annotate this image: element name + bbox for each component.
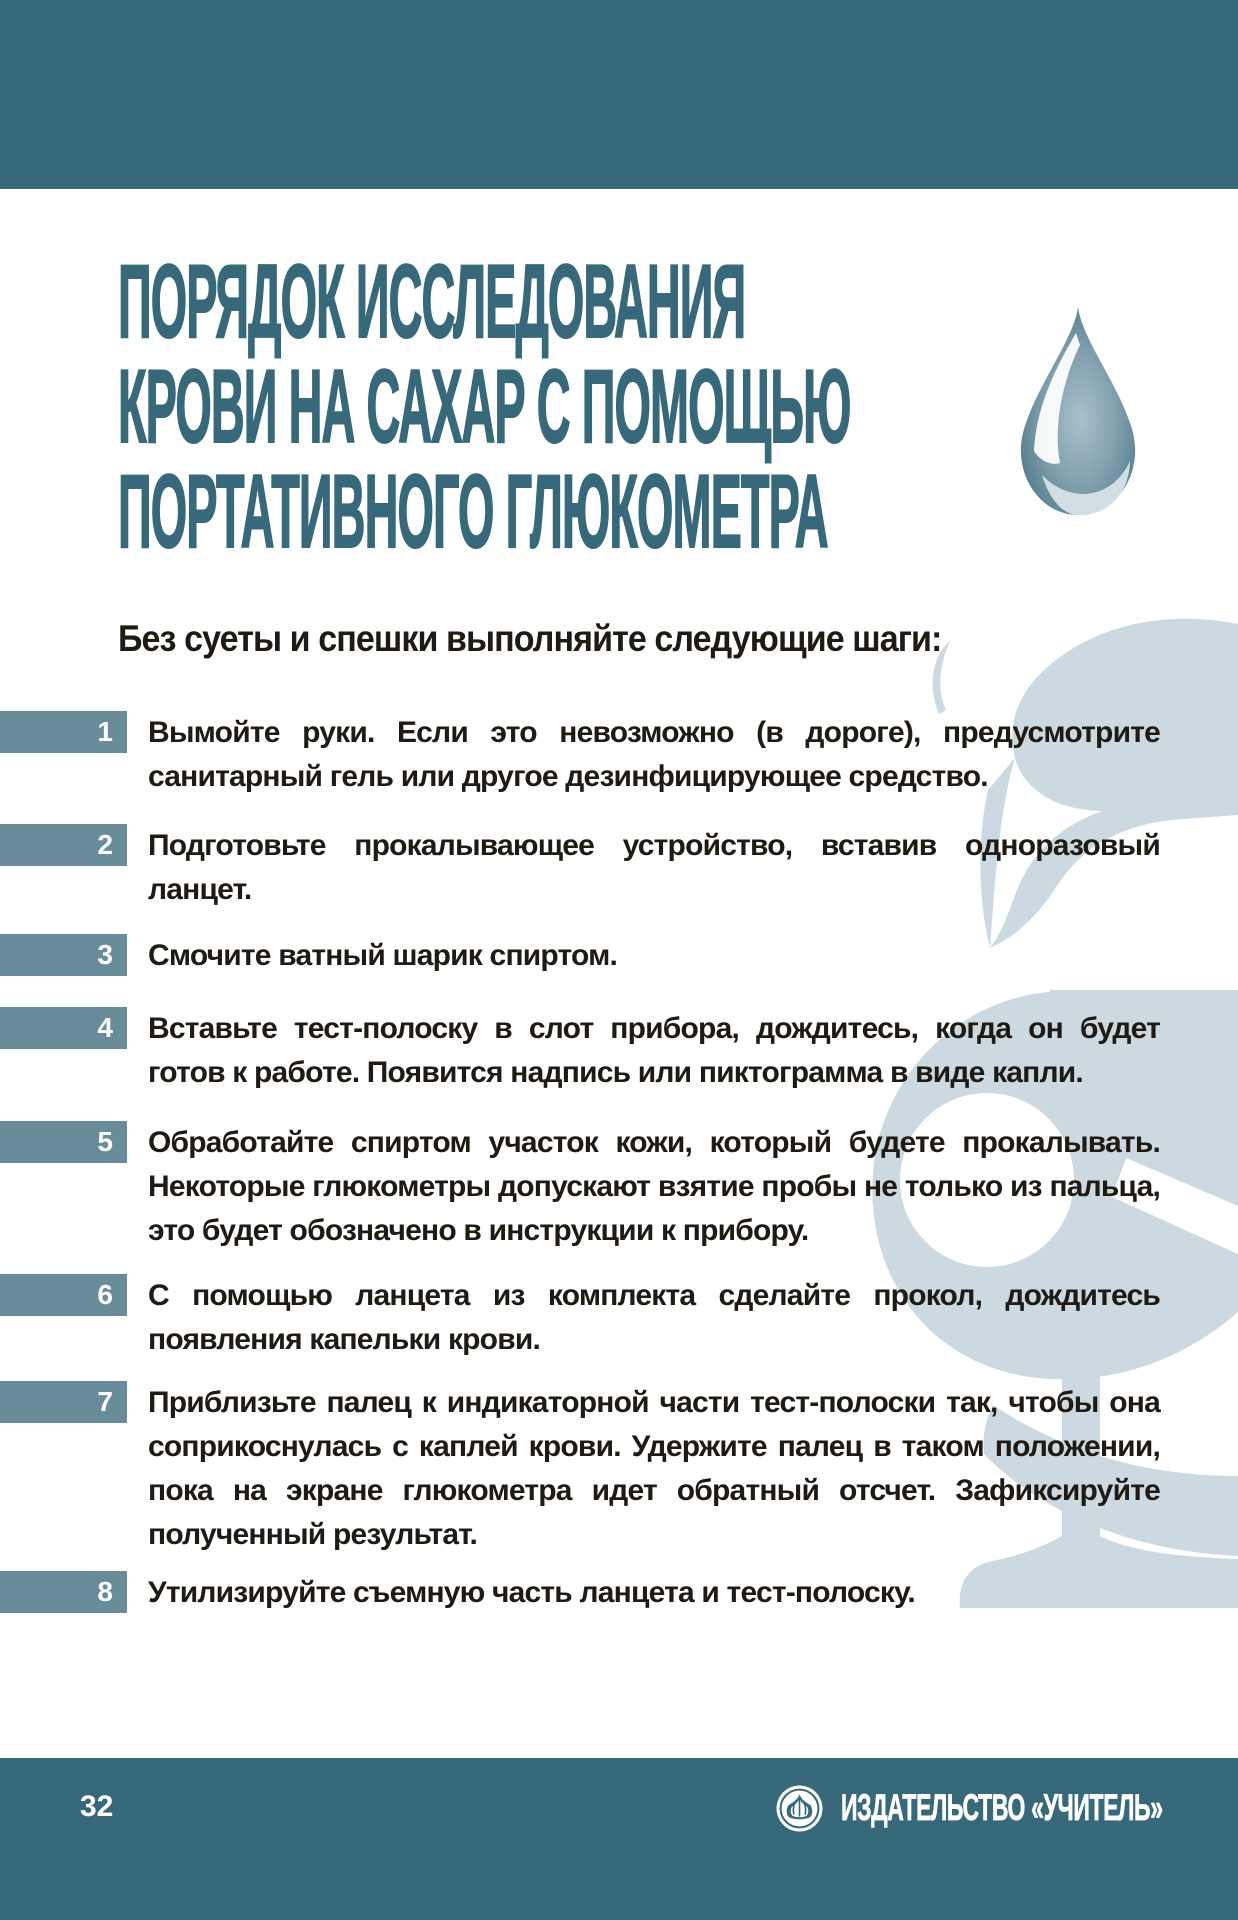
- step-number: 5: [97, 1126, 113, 1157]
- step-number: 1: [97, 716, 113, 747]
- step-number-tab: [0, 1274, 127, 1316]
- step-number: 6: [97, 1279, 113, 1310]
- step-text: Вымойте руки. Если это невозможно (в дороге), предусмотрите санитарный гель или другое дезинфицирующее средство.: [148, 716, 1160, 793]
- page-number: 32: [80, 1790, 114, 1823]
- step-text: Подготовьте прокалывающее устройство, вставив одноразовый ланцет.: [148, 829, 1160, 906]
- step-text: Приблизьте палец к индикаторной части тест-полоски так, чтобы она соприкоснулась с каплей крови. Удержите палец в таком положении, пока на экране глюкометра идет обратный отсчет. Зафиксируйте полученный результат.: [148, 1386, 1160, 1551]
- publisher-block: [776, 1784, 1238, 1832]
- intro-text: Без суеты и спешки выполняйте следующие шаги:: [118, 618, 942, 659]
- water-drop-icon: [1008, 303, 1148, 521]
- step-number: 7: [97, 1386, 113, 1417]
- page-title-line-2: КРОВИ НА САХАР С ПОМОЩЬЮ: [118, 349, 851, 465]
- page-title-line-3: ПОРТАТИВНОГО ГЛЮКОМЕТРА: [118, 454, 828, 570]
- step-number-tab: [0, 1007, 127, 1049]
- step-number-tab: [0, 934, 127, 976]
- page-title-line-1: ПОРЯДОК ИССЛЕДОВАНИЯ: [118, 244, 746, 360]
- step-number: 8: [97, 1576, 113, 1607]
- step-number-tab: [0, 1381, 127, 1423]
- step-number-tab: [0, 711, 127, 753]
- step-text: Смочите ватный шарик спиртом.: [148, 939, 618, 972]
- footer-band: [0, 1758, 1238, 1920]
- publisher-name: ИЗДАТЕЛЬСТВО «УЧИТЕЛЬ»: [841, 1787, 1163, 1828]
- step-number-tab: [0, 1121, 127, 1163]
- publisher-emblem-icon: [776, 1785, 823, 1832]
- step-number-tab: [0, 1571, 127, 1613]
- top-band: [0, 0, 1238, 189]
- step-number: 4: [97, 1012, 113, 1043]
- step-text: Утилизируйте съемную часть ланцета и тест-полоску.: [148, 1576, 915, 1609]
- step-text: Обработайте спиртом участок кожи, который будете прокалывать. Некоторые глюкометры допускают взятие пробы не только из пальца, это будет обозначено в инструкции к прибору.: [148, 1126, 1160, 1247]
- step-text: Вставьте тест-полоску в слот прибора, дождитесь, когда он будет готов к работе. Появится надпись или пиктограмма в виде капли.: [148, 1012, 1160, 1089]
- step-number: 3: [97, 939, 113, 970]
- step-text: С помощью ланцета из комплекта сделайте прокол, дождитесь появления капельки крови.: [148, 1279, 1160, 1356]
- step-number: 2: [97, 829, 113, 860]
- step-number-tab: [0, 824, 127, 866]
